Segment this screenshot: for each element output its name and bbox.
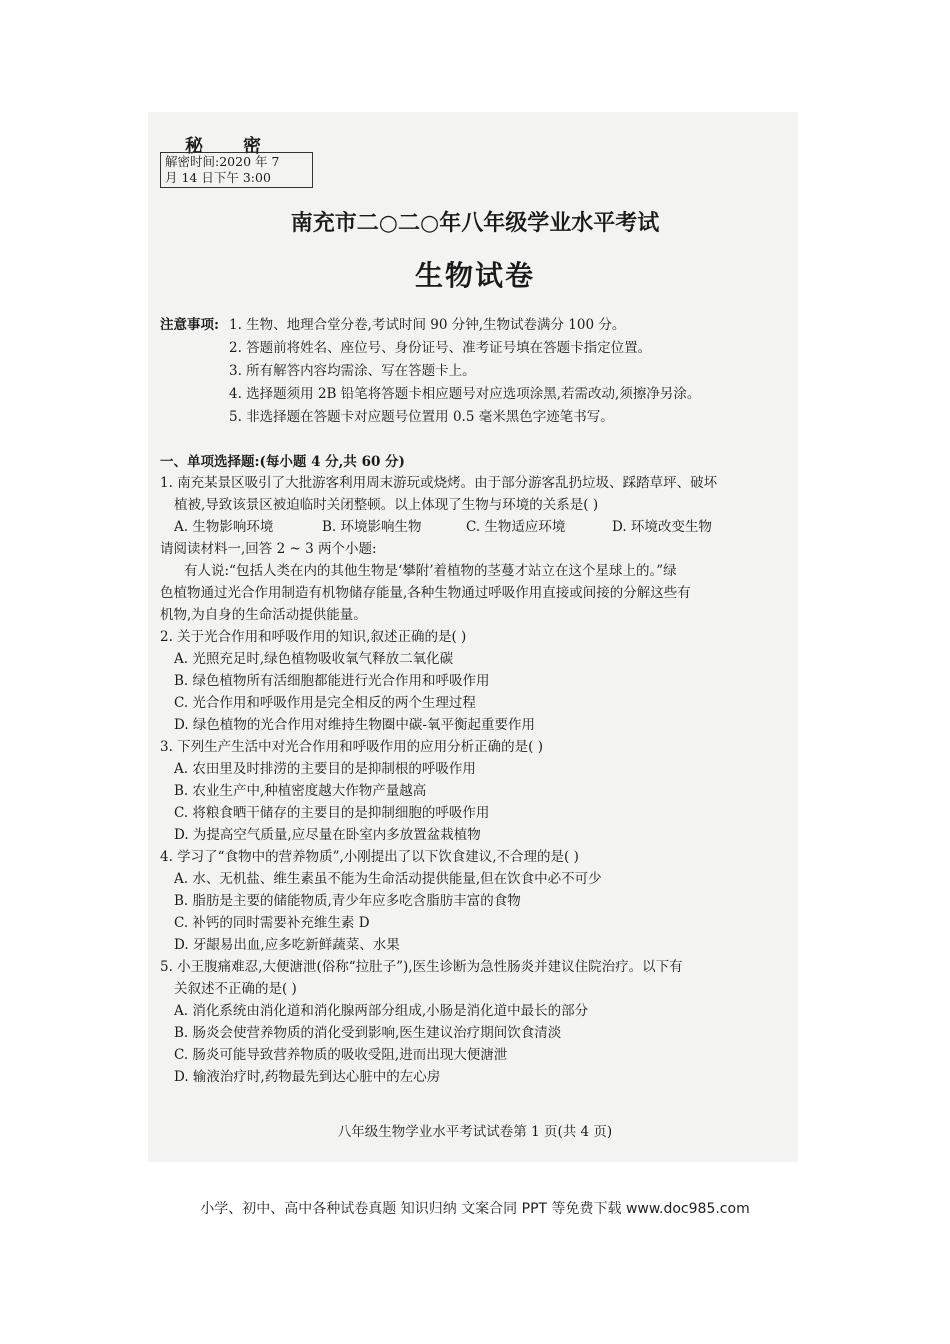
q4-stem: 4. 学习了“食物中的营养物质”,小刚提出了以下饮食建议,不合理的是( ) xyxy=(160,849,579,865)
q1-line2: 植被,导致该景区被迫临时关闭整顿。以上体现了生物与环境的关系是( ) xyxy=(174,497,599,513)
download-watermark: 小学、初中、高中各种试卷真题 知识归纳 文案合同 PPT 等免费下载 www.doc985.com xyxy=(200,1201,750,1217)
note-item-4: 4. 选择题须用 2B 铅笔将答题卡相应题号对应选项涂黑,若需改动,须擦净另涂。 xyxy=(229,386,701,402)
exam-subtitle: 生物试卷 xyxy=(414,259,535,292)
q5-option-a: A. 消化系统由消化道和消化腺两部分组成,小肠是消化道中最长的部分 xyxy=(174,1003,589,1019)
q2-option-d: D. 绿色植物的光合作用对维持生物圈中碳-氧平衡起重要作用 xyxy=(174,717,535,733)
note-item-2: 2. 答题前将姓名、座位号、身份证号、准考证号填在答题卡指定位置。 xyxy=(229,340,652,356)
q1-option-a: A. 生物影响环境 xyxy=(174,519,274,535)
notes-label: 注意事项: xyxy=(160,317,219,333)
q1-options xyxy=(160,516,800,538)
q4-option-c: C. 补钙的同时需要补充维生素 D xyxy=(174,915,370,931)
material-line3: 机物,为自身的生命活动提供能量。 xyxy=(160,607,367,623)
secret-label: 秘密 xyxy=(185,136,301,157)
section-title: 一、单项选择题:(每小题 4 分,共 60 分) xyxy=(160,454,405,470)
q4-option-a: A. 水、无机盐、维生素虽不能为生命活动提供能量,但在饮食中必不可少 xyxy=(174,871,602,887)
q3-option-c: C. 将粮食晒干储存的主要目的是抑制细胞的呼吸作用 xyxy=(174,805,490,821)
q4-option-d: D. 牙龈易出血,应多吃新鲜蔬菜、水果 xyxy=(174,937,400,953)
declassify-line2: 月 14 日下午 3:00 xyxy=(165,170,271,185)
q1-option-c: C. 生物适应环境 xyxy=(466,519,566,535)
q5-option-c: C. 肠炎可能导致营养物质的吸收受阻,进而出现大便溏泄 xyxy=(174,1047,508,1063)
note-item-1: 1. 生物、地理合堂分卷,考试时间 90 分钟,生物试卷满分 100 分。 xyxy=(229,317,626,333)
q2-stem: 2. 关于光合作用和呼吸作用的知识,叙述正确的是( ) xyxy=(160,629,467,645)
page-footer: 八年级生物学业水平考试试卷第 1 页(共 4 页) xyxy=(337,1124,613,1140)
material-intro: 请阅读材料一,回答 2 ~ 3 两个小题: xyxy=(160,541,377,557)
q1-option-d: D. 环境改变生物 xyxy=(612,519,712,535)
q5-option-b: B. 肠炎会使营养物质的消化受到影响,医生建议治疗期间饮食清淡 xyxy=(174,1025,562,1041)
declassify-box xyxy=(160,152,313,188)
q2-option-a: A. 光照充足时,绿色植物吸收氧气释放二氧化碳 xyxy=(174,651,454,667)
q5-line1: 5. 小王腹痛难忍,大便溏泄(俗称“拉肚子”),医生诊断为急性肠炎并建议住院治疗。以下有 xyxy=(160,959,683,975)
q1-option-b: B. 环境影响生物 xyxy=(322,519,422,535)
q3-option-b: B. 农业生产中,种植密度越大作物产量越高 xyxy=(174,783,427,799)
q3-stem: 3. 下列生产生活中对光合作用和呼吸作用的应用分析正确的是( ) xyxy=(160,739,543,755)
questions-body xyxy=(160,472,800,1088)
declassify-line1: 解密时间:2020 年 7 xyxy=(165,154,280,169)
exam-title: 南充市二○二○年八年级学业水平考试 xyxy=(290,210,660,236)
q2-option-b: B. 绿色植物所有活细胞都能进行光合作用和呼吸作用 xyxy=(174,673,490,689)
note-item-5: 5. 非选择题在答题卡对应题号位置用 0.5 毫米黑色字迹笔书写。 xyxy=(229,409,614,425)
q5-line2: 关叙述不正确的是( ) xyxy=(174,981,297,997)
q3-option-d: D. 为提高空气质量,应尽量在卧室内多放置盆栽植物 xyxy=(174,827,481,843)
note-item-3: 3. 所有解答内容均需涂、写在答题卡上。 xyxy=(229,363,476,379)
q5-option-d: D. 输液治疗时,药物最先到达心脏中的左心房 xyxy=(174,1069,441,1085)
q3-option-a: A. 农田里及时排涝的主要目的是抑制根的呼吸作用 xyxy=(174,761,476,777)
q1-line1: 1. 南充某景区吸引了大批游客利用周末游玩或烧烤。由于部分游客乱扔垃圾、踩踏草坪、破坏 xyxy=(160,475,718,491)
material-line1: 有人说:“包括人类在内的其他生物是‘攀附’着植物的茎蔓才站立在这个星球上的。”绿 xyxy=(184,563,677,579)
q2-option-c: C. 光合作用和呼吸作用是完全相反的两个生理过程 xyxy=(174,695,476,711)
material-line2: 色植物通过光合作用制造有机物储存能量,各种生物通过呼吸作用直接或间接的分解这些有 xyxy=(160,585,691,601)
q4-option-b: B. 脂肪是主要的储能物质,青少年应多吃含脂肪丰富的食物 xyxy=(174,893,521,909)
